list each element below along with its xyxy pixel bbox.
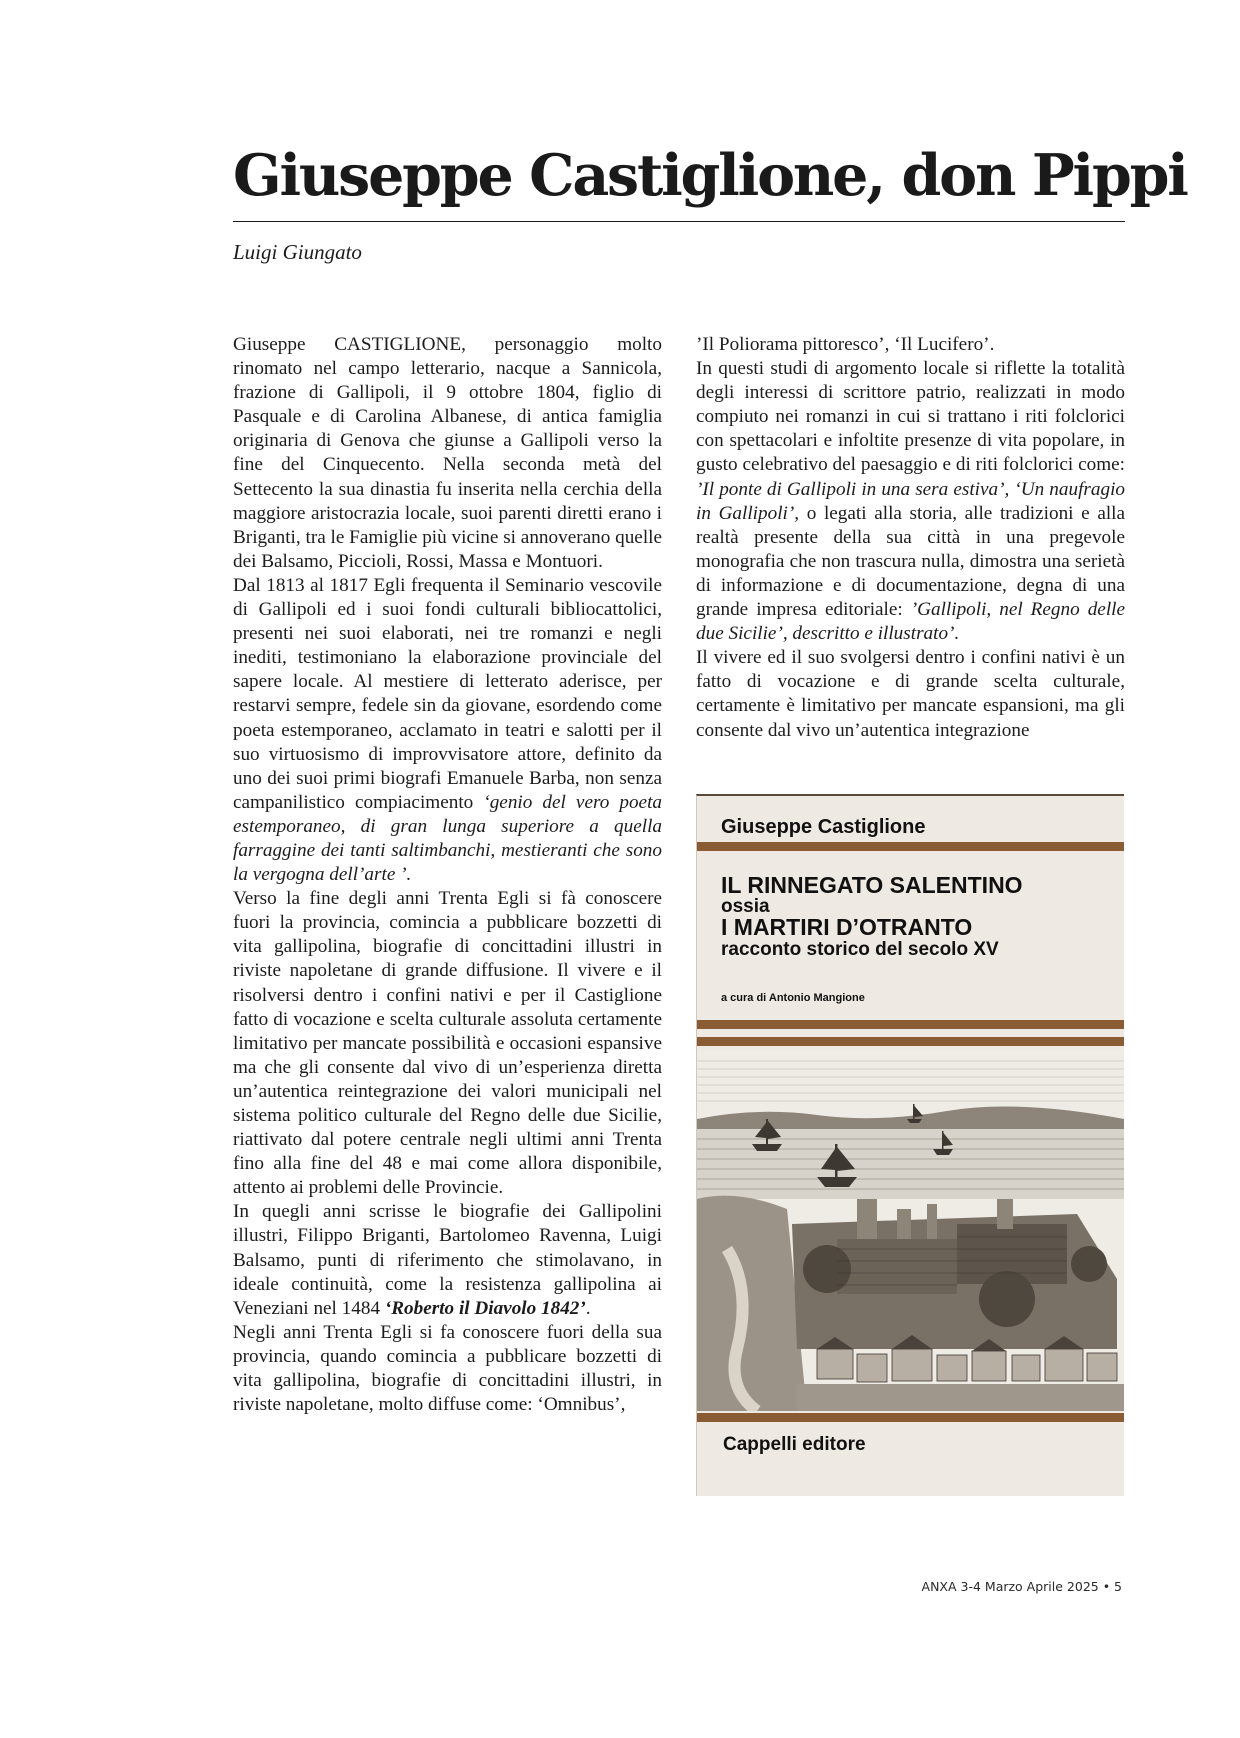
paragraph: Il vivere ed il suo svolgersi dentro i confini nativi è un fatto di vocazione e di grande scelta culturale, certamente è limitativo per mancate espansioni, ma gli consente dal vivo un’autentica integrazione <box>696 647 1125 741</box>
quote: ’Il ponte di Gallipoli in una sera estiva’, ‘Un naufragio in Gallipoli’, <box>696 478 1125 524</box>
cover-subtitle: racconto storico del secolo XV <box>721 939 999 960</box>
paragraph: Verso la fine degli anni Trenta Egli si fà conoscere fuori la provincia, comincia a pubblicare bozzetti di vita gallipolina, biografie di concittadini illustri in riviste napoletane di grande diffusione. Il vivere e il risolversi dentro i confini nativi e per il Castiglione fatto di vocazione e scelta culturale assoluta certamente limitativo per mancate possibilità e occasioni espansive ma che gli consente dal vivo di un’esperienza diretta un’autentica reintegrazione dei valori municipali nel sistema politico culturale del Regno delle due Sicilie, riattivato dal potere centrale negli ultimi anni Trenta fino alla fine del 48 e mai come allora disponibile, attento ai problemi delle Provincie. <box>233 888 662 1199</box>
paragraph-text: Dal 1813 al 1817 Egli frequenta il Seminario vescovile di Gallipoli ed i suoi fondi culturali bibliocattolici, presenti nei suoi elaborati, nei tre romanzi e negli inediti, testimoniano la elaborazione provinciale del sapere locale. Al mestiere di letterato aderisce, per restarvi sempre, fedele sin da giovane, esordendo come poeta estemporaneo, acclamato in teatri e salotti per il suo virtuosismo di improvvisatore attore, definito da uno dei suoi primi biografi Emanuele Barba, non senza campanilistico compiacimento <box>233 574 662 813</box>
cover-curator: a cura di Antonio Mangione <box>721 992 865 1004</box>
cover-band <box>697 1413 1124 1422</box>
cover-title-line: I MARTIRI D’OTRANTO <box>721 914 973 940</box>
paragraph-text: o legati alla storia, alle tradizioni e alla realtà presente della sua città in una pregevole monografia che non trascura nulla, dimostra una serietà di informazione e di documentazione, degna di una grande impresa editoriale: <box>696 502 1126 621</box>
title-rule <box>233 221 1125 222</box>
article-author: Luigi Giungato <box>233 240 362 264</box>
cover-title-line: IL RINNEGATO SALENTINO <box>721 872 1023 898</box>
cover-band <box>697 1020 1124 1029</box>
paragraph: ’Il Poliorama pittoresco’, ‘Il Lucifero’. <box>696 334 995 355</box>
right-column <box>696 333 1125 743</box>
paragraph <box>233 1200 662 1320</box>
quote: ‘genio del vero poeta estemporaneo, di gran lunga superiore a quella farraggine dei tanti saltimbanchi, mestieranti che sono la vergogna dell’arte ’. <box>233 791 663 886</box>
quote-title: ‘Roberto il Diavolo 1842’ <box>384 1297 586 1319</box>
paragraph <box>696 357 1125 646</box>
cover-publisher: Cappelli editore <box>723 1434 866 1455</box>
cover-author: Giuseppe Castiglione <box>721 816 926 838</box>
cover-band <box>697 1037 1124 1046</box>
cover-title-line: ossia <box>721 896 770 917</box>
paragraph: Negli anni Trenta Egli si fa conoscere fuori della sua provincia, quando comincia a pubblicare bozzetti di vita gallipolina, biografie di concittadini illustri, in riviste napoletane, molto diffuse come: ‘Omnibus’, <box>233 1321 662 1416</box>
paragraph-text: In quegli anni scrisse le biografie dei Gallipolini illustri, Filippo Briganti, Bartolomeo Ravenna, Luigi Balsamo, punti di riferimento che stimolavano, in ideale continuità, come la resistenza gallipolina ai Veneziani nel 1484 <box>233 1201 662 1319</box>
book-cover-image <box>696 794 1124 1496</box>
paragraph-text: . <box>585 1297 591 1319</box>
left-column <box>233 333 662 1417</box>
paragraph: Giuseppe CASTIGLIONE, personaggio molto rinomato nel campo letterario, nacque a Sannicola, frazione di Gallipoli, il 9 ottobre 1804, figlio di Pasquale e di Carolina Albanese, di antica famiglia originaria di Genova che giunse a Gallipoli verso la fine del Cinquecento. Nella seconda metà del Settecento la sua dinastia fu inserita nella cerchia della maggiore aristocrazia locale, suoi parenti diretti erano i Briganti, tra le Famiglie più vicine si annoverano quelle dei Balsamo, Piccioli, Rossi, Massa e Montuori. <box>233 334 662 572</box>
paragraph-text: In questi studi di argomento locale si riflette la totalità degli interessi di scrittore patrio, realizzati in modo compiuto nei romanzi in cui si trattano i riti folclorici con spettacolari e infoltite presenze di vita popolare, in gusto celebrativo del paesaggio e di riti folclorici come: <box>696 358 1125 476</box>
engraving-illustration <box>697 1049 1124 1411</box>
paragraph <box>233 574 662 887</box>
article-title: Giuseppe Castiglione, don Pippi <box>233 142 1187 209</box>
quote: ’Gallipoli, nel Regno delle due Sicilie’, descritto e illustrato’. <box>696 599 1125 645</box>
page-footer: ANXA 3-4 Marzo Aprile 2025 • 5 <box>921 1579 1122 1594</box>
cover-band <box>697 842 1124 851</box>
